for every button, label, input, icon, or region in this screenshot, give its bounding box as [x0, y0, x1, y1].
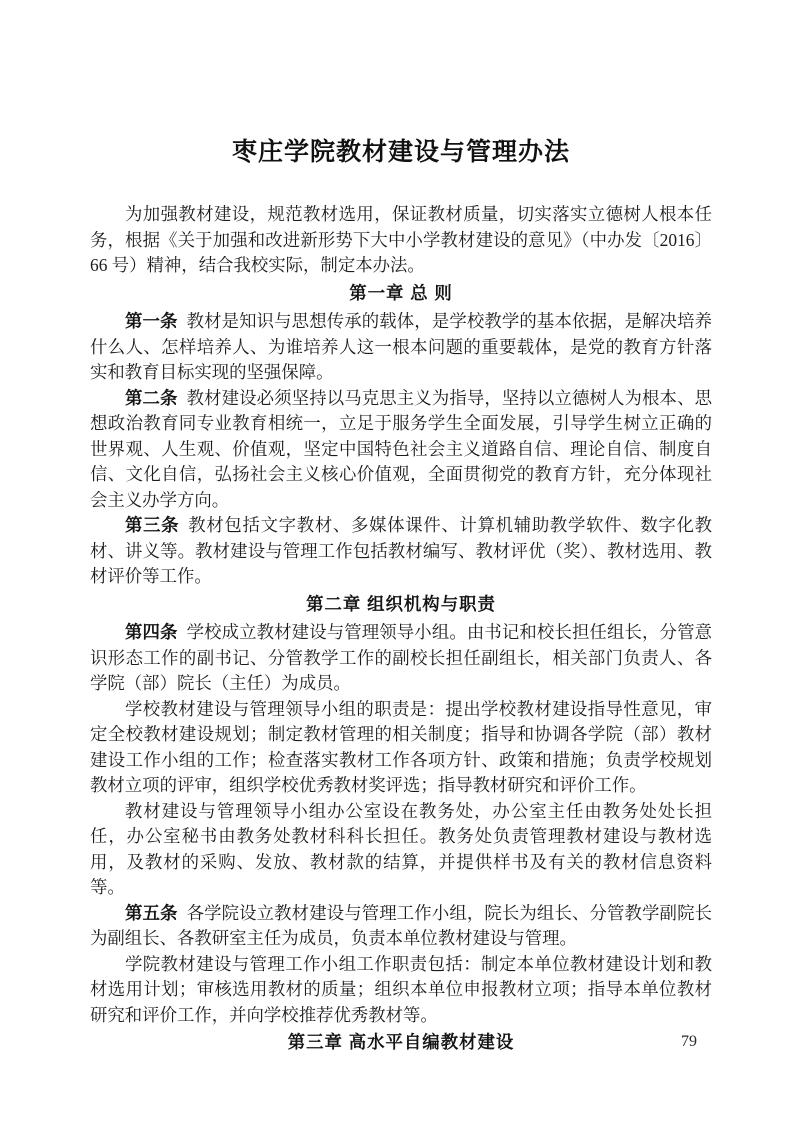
article-4-paragraph: [90, 620, 712, 697]
page-number: 79: [681, 1033, 697, 1050]
article-4-label: 第四条: [125, 622, 178, 642]
article-2-text: 教材建设必须坚持以马克思主义为指导，坚持以立德树人为根本、思想政治教育同专业教育相统一，立足于服务学生全面发展，引导学生树立正确的世界观、人生观、价值观，坚定中国特色社会主义道路自信、理论自信、制度自信、文化自信，弘扬社会主义核心价值观，全面贯彻党的教育方针，充分体现社会主义办学方向。: [90, 387, 712, 510]
chapter-1-heading: 第一章 总 则: [349, 282, 453, 303]
article-5-label: 第五条: [125, 902, 178, 923]
document-page: [90, 134, 712, 1059]
intro-paragraph: 为加强教材建设，规范教材选用，保证教材质量，切实落实立德树人根本任务，根据《关于加强和改进新形势下大中小学教材建设的意见》（中办发〔2016〕66 号）精神，结合我校实际，制定本办法。: [90, 204, 712, 275]
college-workgroup-duties-paragraph: 学院教材建设与管理工作小组工作职责包括：制定本单位教材建设计划和教材选用计划；审核选用教材的质量；组织本单位申报教材立项；指导本单位教材研究和评价工作，并向学校推荐优秀教材等。: [90, 953, 712, 1025]
article-1-text: 教材是知识与思想传承的载体，是学校教学的基本依据，是解决培养什么人、怎样培养人、为谁培养人这一根本问题的重要载体，是党的教育方针落实和教育目标实现的坚强保障。: [90, 311, 712, 382]
article-3-text: 教材包括文字教材、多媒体课件、计算机辅助教学软件、数字化教材、讲义等。教材建设与管理工作包括教材编写、教材评优（奖）、教材选用、教材评价等工作。: [90, 515, 712, 586]
article-2-label: 第二条: [125, 387, 178, 408]
article-1-label: 第一条: [125, 311, 178, 331]
article-5-text: 各学院设立教材建设与管理工作小组，院长为组长、分管教学副院长为副组长、各教研室主任为成员，负责本单位教材建设与管理。: [90, 902, 712, 948]
document-title: 枣庄学院教材建设与管理办法: [231, 139, 570, 166]
office-setup-paragraph: 教材建设与管理领导小组办公室设在教务处，办公室主任由教务处处长担任，办公室秘书由教务处教材科科长担任。教务处负责管理教材建设与教材选用，及教材的采购、发放、教材款的结算，并提供样书及有关的教材信息资料等。: [90, 800, 712, 897]
article-2-paragraph: [90, 386, 712, 514]
leading-group-duties-paragraph: 学校教材建设与管理领导小组的职责是：提出学校教材建设指导性意见，审定全校教材建设规划；制定教材管理的相关制度；指导和协调各学院（部）教材建设工作小组的工作；检查落实教材工作各项方针、政策和措施；负责学校规划教材立项的评审，组织学校优秀教材奖评选；指导教材研究和评价工作。: [90, 698, 712, 795]
article-3-paragraph: [90, 513, 712, 590]
article-5-paragraph: [90, 901, 712, 952]
article-1-paragraph: [90, 309, 712, 386]
article-4-text: 学校成立教材建设与管理领导小组。由书记和校长担任组长，分管意识形态工作的副书记、分管教学工作的副校长担任副组长，相关部门负责人、各学院（部）院长（主任）为成员。: [90, 622, 712, 693]
chapter-2-heading: 第二章 组织机构与职责: [306, 593, 496, 614]
article-3-label: 第三条: [125, 515, 180, 535]
chapter-3-heading: 第三章 高水平自编教材建设: [287, 1032, 515, 1052]
